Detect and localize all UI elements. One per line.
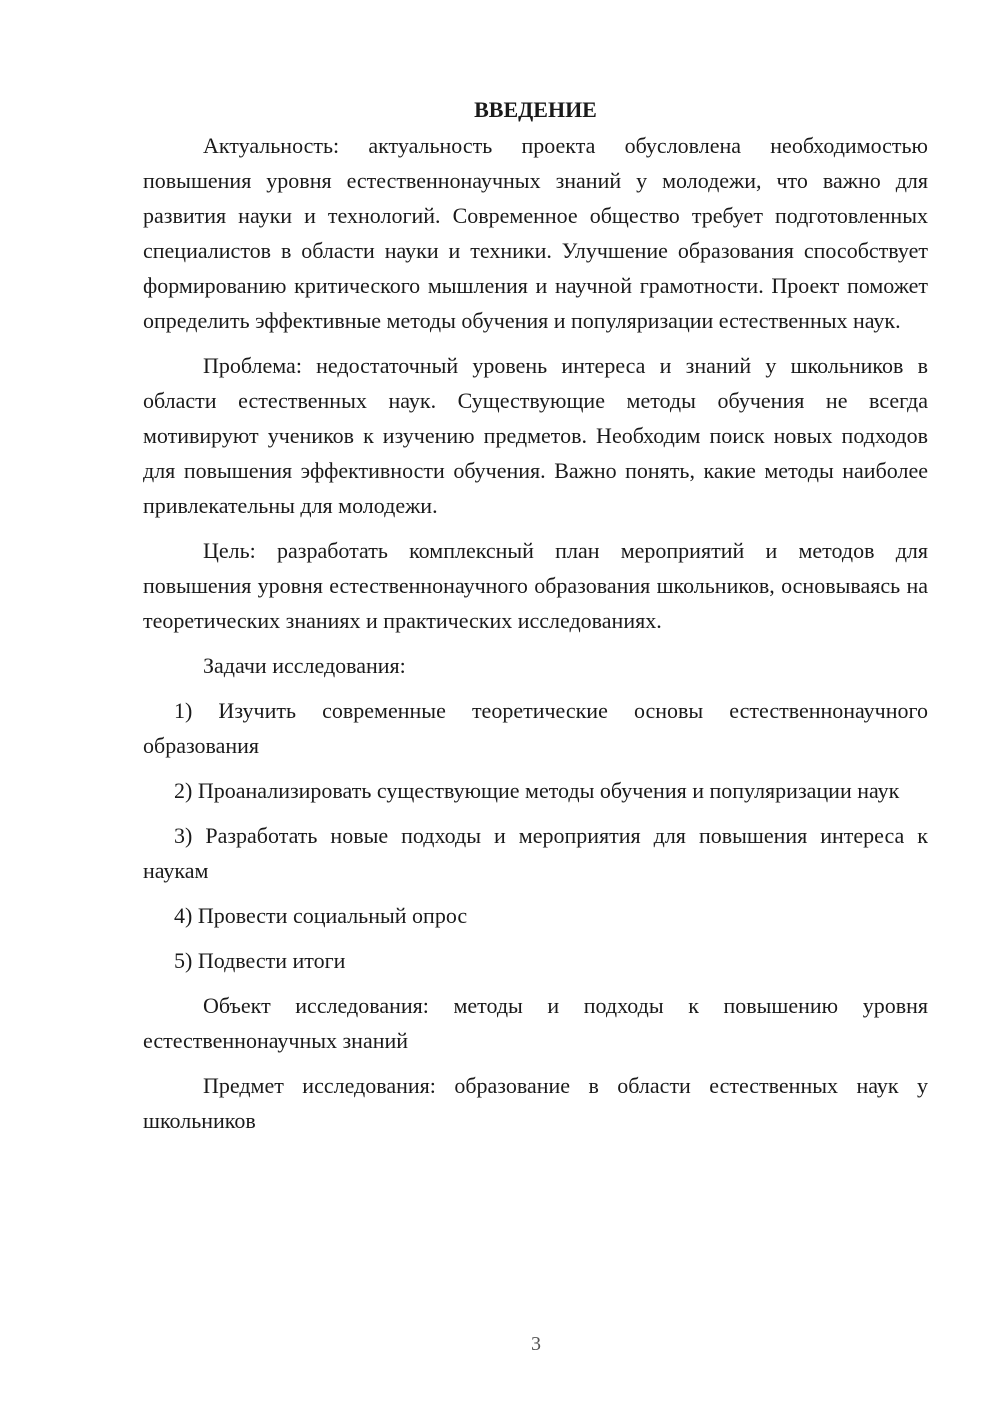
tasks-heading: Задачи исследования: — [203, 653, 406, 678]
task-item-2: 2) Проанализировать существующие методы обучения и популяризации наук — [174, 778, 900, 803]
goal-paragraph: Цель: разработать комплексный план мероприятий и методов для повышения уровня естественнонаучного образования школьников, основываясь на теоретических знаниях и практических исследованиях. — [143, 538, 928, 633]
task-item-4: 4) Провести социальный опрос — [174, 903, 468, 928]
problem-paragraph: Проблема: недостаточный уровень интереса и знаний у школьников в области естественных наук. Существующие методы обучения не всегда мотивируют учеников к изучению предметов. Необходим поиск новых подходов для повышения эффективности обучения. Важно понять, какие методы наиболее привлекательны для молодежи. — [143, 353, 928, 518]
page-number: 3 — [531, 1333, 541, 1355]
research-object-paragraph: Объект исследования: методы и подходы к повышению уровня естественнонаучных знаний — [143, 993, 928, 1053]
section-title: ВВЕДЕНИЕ — [474, 97, 597, 122]
page-body — [143, 92, 928, 1148]
relevance-paragraph: Актуальность: актуальность проекта обусловлена необходимостью повышения уровня естественнонаучных знаний у молодежи, что важно для развития науки и технологий. Современное общество требует подготовленных специалистов в области науки и техники. Улучшение образования способствует формированию критического мышления и научной грамотности. Проект поможет определить эффективные методы обучения и популяризации естественных наук. — [143, 133, 928, 333]
task-item-3: 3) Разработать новые подходы и мероприятия для повышения интереса к наукам — [143, 823, 928, 883]
task-item-1: 1) Изучить современные теоретические основы естественнонаучного образования — [143, 698, 928, 758]
task-item-5: 5) Подвести итоги — [174, 948, 346, 973]
research-subject-paragraph: Предмет исследования: образование в области естественных наук у школьников — [143, 1073, 928, 1133]
